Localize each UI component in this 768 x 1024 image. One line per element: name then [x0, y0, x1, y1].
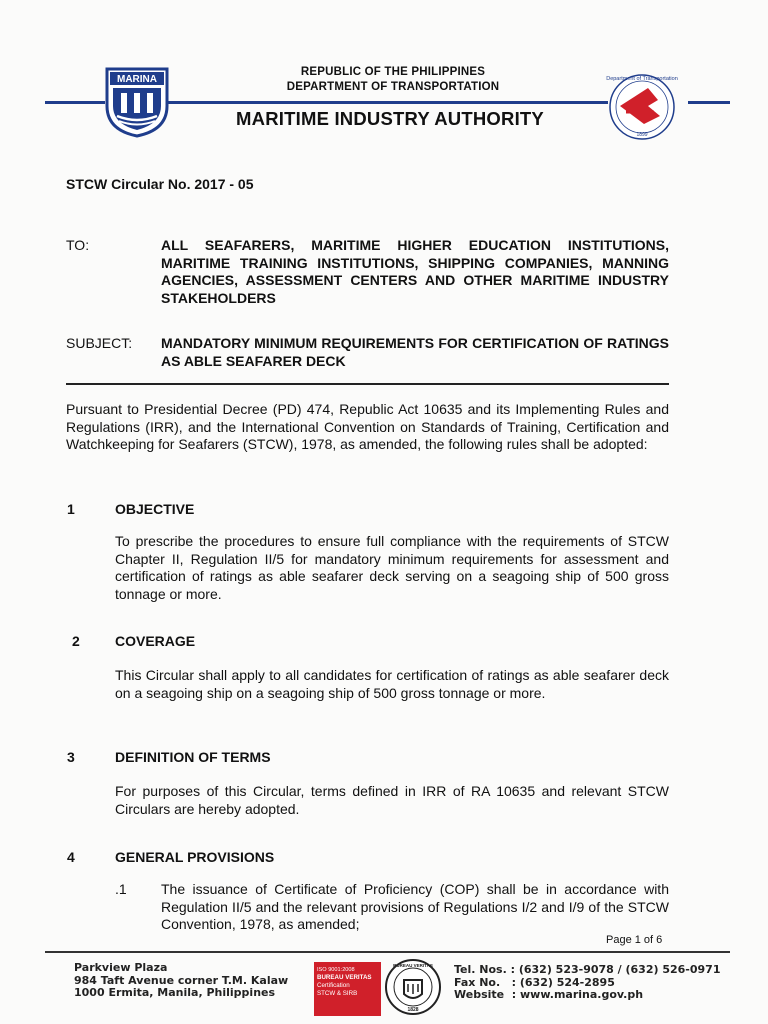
contact-fax: Fax No. : (632) 524-2895: [454, 975, 615, 989]
footer-address: [74, 962, 288, 1000]
dotr-year: 1899: [636, 132, 648, 138]
bv-seal-text: BUREAU VERITAS: [393, 963, 433, 968]
header-republic: REPUBLIC OF THE PHILIPPINES: [300, 66, 486, 78]
section-number: 3: [67, 749, 75, 765]
header-rule-left: [45, 101, 105, 104]
header-authority-title: MARITIME INDUSTRY AUTHORITY: [236, 108, 544, 129]
dotr-seal-text: Department of Transportation: [606, 76, 678, 82]
subject-text: MANDATORY MINIMUM REQUIREMENTS FOR CERTIFICATION OF RATINGS AS ABLE SEAFARER DECK: [161, 335, 669, 369]
section-title: DEFINITION OF TERMS: [115, 749, 271, 765]
address-line: Parkview Plaza: [74, 961, 168, 974]
item-number: .1: [115, 881, 127, 897]
section-body: This Circular shall apply to all candidates for certification of ratings as able seafarer deck on a seagoing ship on a seagoing ship of 500 gross tonnage or more.: [115, 667, 669, 701]
bv-seal-year: 1828: [407, 1007, 419, 1013]
marina-logo-text: MARINA: [117, 74, 157, 85]
iso-line: STCW & SIRB: [317, 990, 358, 997]
intro-paragraph: Pursuant to Presidential Decree (PD) 474, Republic Act 10635 and its Implementing Rules and Regulations (IRR), and the International Convention on Standards of Training, Certification and Watchkeeping for Seafarers (STCW), 1978, as amended, the following rules shall be adopted:: [66, 401, 669, 452]
header-department: DEPARTMENT OF TRANSPORTATION: [286, 81, 500, 93]
section-title: COVERAGE: [115, 633, 196, 649]
section-number: 1: [67, 501, 75, 517]
iso-certification-badge: [314, 962, 381, 1016]
footer-rule: [45, 951, 730, 953]
header-rule-middle: [168, 101, 608, 104]
header-rule-right: [688, 101, 730, 104]
contact-tel: Tel. Nos. : (632) 523-9078 / (632) 526-0971: [454, 963, 721, 976]
section-title: GENERAL PROVISIONS: [115, 849, 275, 865]
to-recipients: ALL SEAFARERS, MARITIME HIGHER EDUCATION INSTITUTIONS, MARITIME TRAINING INSTITUTIONS, SHIPPING COMPANIES, MANNING AGENCIES, ASSESSMENT CENTERS AND OTHER MARITIME INDUSTRY STAKEHOLDERS: [161, 237, 669, 306]
section-body: For purposes of this Circular, terms defined in IRR of RA 10635 and relevant STCW Circulars are hereby adopted.: [115, 783, 669, 817]
subject-label: SUBJECT:: [66, 335, 133, 351]
dotr-seal: [604, 72, 684, 142]
marina-logo: [104, 66, 170, 138]
circular-number: STCW Circular No. 2017 - 05: [66, 176, 254, 192]
iso-line: ISO 9001:2008: [317, 967, 355, 973]
subject-divider: [66, 383, 669, 385]
section-number: 2: [72, 633, 80, 649]
contact-website[interactable]: Website : www.marina.gov.ph: [454, 988, 644, 1001]
bureau-veritas-seal: [384, 958, 442, 1016]
address-line: 984 Taft Avenue corner T.M. Kalaw: [74, 973, 289, 987]
item-body: The issuance of Certificate of Proficiency (COP) shall be in accordance with Regulation II/5 and the relevant provisions of Regulations I/2 and I/9 of the STCW Convention, 1978, as amended;: [161, 881, 669, 932]
to-label: TO:: [66, 237, 90, 253]
iso-line: Certification: [317, 982, 350, 989]
section-title: OBJECTIVE: [115, 501, 195, 517]
page-number: Page 1 of 6: [606, 934, 663, 946]
section-number: 4: [67, 849, 75, 865]
footer-contact: [454, 964, 720, 1002]
address-line: 1000 Ermita, Manila, Philippines: [74, 986, 276, 999]
section-body: To prescribe the procedures to ensure full compliance with the requirements of STCW Chapter II, Regulation II/5 for mandatory minimum requirements for assessment and certification of ratings as able seafarer deck serving on a seagoing ship of 500 gross tonnage or more.: [115, 533, 669, 602]
iso-line: BUREAU VERITAS: [317, 974, 372, 981]
